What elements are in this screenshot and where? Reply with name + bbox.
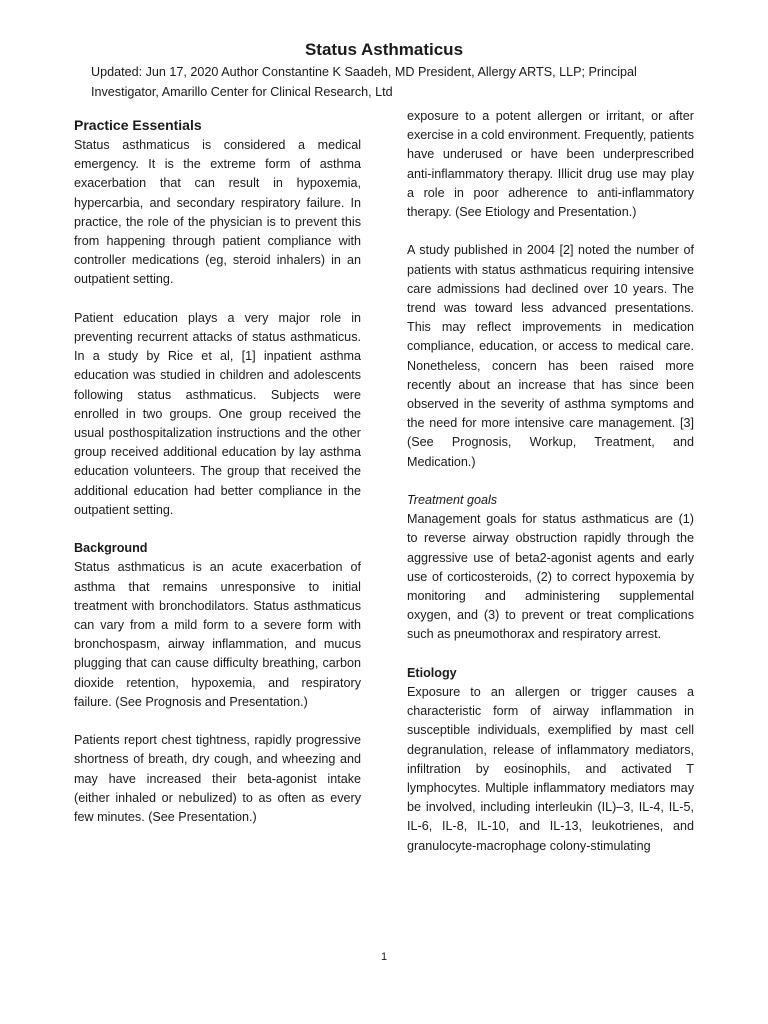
- author-byline: Updated: Jun 17, 2020 Author Constantine K Saadeh, MD President, Allergy ARTS, LLP; Principal Investigator, Amarillo Center for Clinical Research, Ltd: [91, 65, 637, 99]
- page-number: 1: [380, 951, 388, 963]
- section-heading-practice-essentials: Practice Essentials: [74, 117, 202, 133]
- left-column: [74, 114, 361, 827]
- page-title: Status Asthmaticus: [304, 40, 464, 59]
- paragraph: Status asthmaticus is an acute exacerbation of asthma that remains unresponsive to initial treatment with bronchodilators. Status asthmaticus can vary from a mild form to a severe form with bronchospasm, airway inflammation, and mucus plugging that can cause difficulty breathing, carbon dioxide retention, hypoxemia, and respiratory failure. (See Prognosis and Presentation.): [74, 560, 361, 709]
- paragraph: A study published in 2004 [2] noted the number of patients with status asthmaticus requiring intensive care admissions had declined over 10 years. The trend was toward less advanced presentations. This may reflect improvements in medication compliance, education, or access to medical care. Nonetheless, concern has been raised more recently about an increase that has since been observed in the severity of asthma symptoms and the need for more intensive care management. [3] (See Prognosis, Workup, Treatment, and Medication.): [407, 243, 694, 469]
- right-column: [407, 107, 694, 856]
- subheading-treatment-goals: Treatment goals: [407, 493, 498, 508]
- section-heading-background: Background: [74, 541, 148, 556]
- paragraph: Patient education plays a very major role in preventing recurrent attacks of status asthmaticus. In a study by Rice et al, [1] inpatient asthma education was studied in children and adolescents following status asthmaticus. Subjects were enrolled in two groups. One group received the usual posthospitalization instructions and the other group received additional education by lay asthma education volunteers. The group that received the additional education had better compliance in the outpatient setting.: [74, 310, 361, 517]
- section-heading-etiology: Etiology: [407, 665, 457, 680]
- paragraph: Patients report chest tightness, rapidly progressive shortness of breath, dry cough, and wheezing and may have increased their beta-agonist intake (either inhaled or nebulized) to as often as every few minutes. (See Presentation.): [74, 733, 361, 825]
- paragraph: Exposure to an allergen or trigger causes a characteristic form of airway inflammation in susceptible individuals, exemplified by mast cell degranulation, release of inflammatory mediators, infiltration by eosinophils, and activated T lymphocytes. Multiple inflammatory mediators may be involved, including interleukin (IL)–3, IL-4, IL-5, IL-6, IL-8, IL-10, and IL-13, leukotrienes, and granulocyte-macrophage colony-stimulating: [407, 685, 694, 853]
- paragraph: Status asthmaticus is considered a medical emergency. It is the extreme form of asthma exacerbation that can result in hypoxemia, hypercarbia, and secondary respiratory failure. In practice, the role of the physician is to prevent this from happening through patient compliance with controller medications (eg, steroid inhalers) in an outpatient setting.: [74, 138, 361, 287]
- paragraph: Management goals for status asthmaticus are (1) to reverse airway obstruction rapidly through the aggressive use of beta2-agonist agents and early use of corticosteroids, (2) to correct hypoxemia by monitoring and administering supplemental oxygen, and (3) to prevent or treat complications such as pneumothorax and respiratory arrest.: [407, 512, 694, 642]
- paragraph: exposure to a potent allergen or irritant, or after exercise in a cold environment. Frequently, patients have underused or have been underprescribed anti-inflammatory therapy. Illicit drug use may play a role in poor adherence to anti-inflammatory therapy. (See Etiology and Presentation.): [407, 109, 694, 220]
